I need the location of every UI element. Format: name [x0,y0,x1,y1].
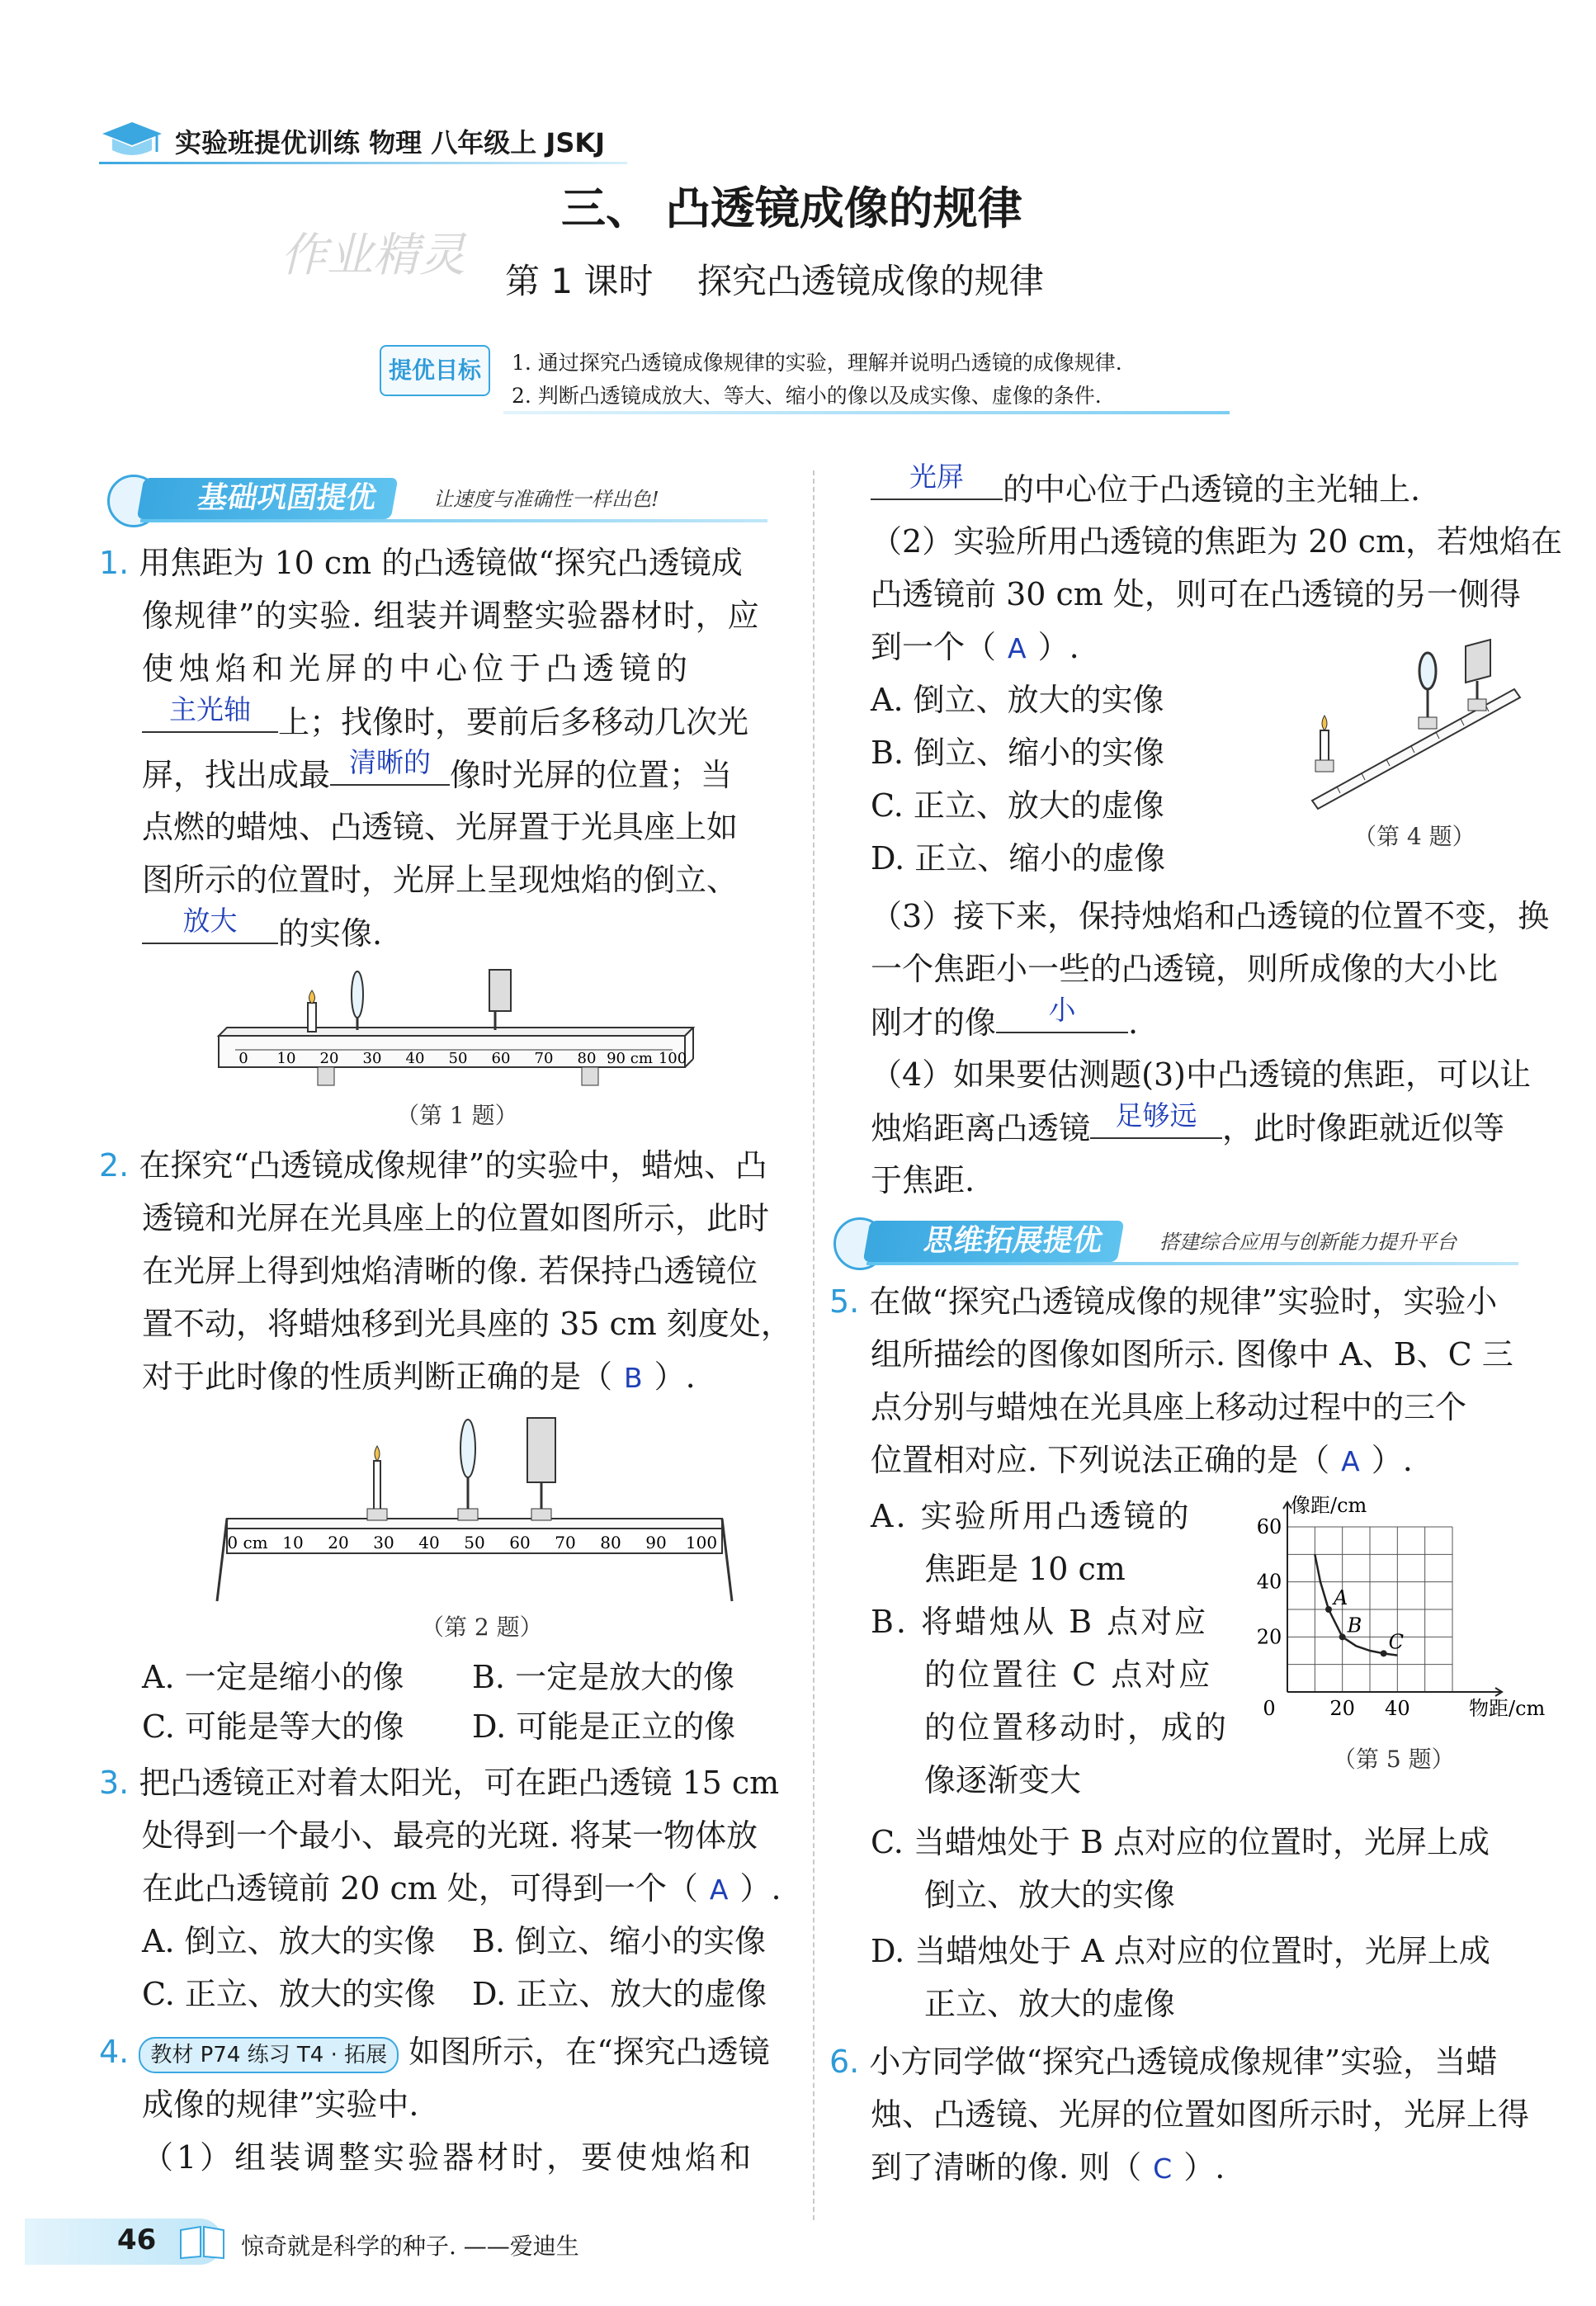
q2-answer: B [624,1362,643,1394]
q3-number: 3. [99,1765,130,1801]
q2-tick-10: 100 [685,1533,718,1552]
q2-number: 2. [99,1147,130,1184]
x-tick-20: 20 [1329,1697,1355,1720]
q3-option-c[interactable]: C. 正立、放大的实像 [142,1976,436,2012]
graduation-cap-icon [99,116,165,165]
section-basic-title: 基础巩固提优 [137,478,399,519]
q4-blank-4[interactable]: 足够远 [1090,1101,1222,1139]
watermark: 作业精灵 [281,229,465,282]
footer [25,2212,767,2270]
section-advanced-subtitle: 搭建综合应用与创新能力提升平台 [1159,1231,1457,1254]
q4-option-a[interactable]: A. 倒立、放大的实像 [871,682,1164,718]
section-advanced-banner [833,1217,1518,1265]
q1-blank-2[interactable]: 清晰的 [330,748,450,786]
x-axis-label: 物距/cm [1469,1697,1546,1720]
goals-label: 提优目标 [380,345,490,396]
q6-number: 6. [829,2044,860,2080]
q2-tick-4: 40 [418,1533,440,1552]
lesson-title: 第 1 课时 探究凸透镜成像的规律 [505,261,1044,301]
q3-answer: A [709,1874,729,1906]
y-tick-60: 60 [1256,1515,1282,1538]
q5-graph [1238,1486,1546,1725]
q4-textbook-tag: 教材 P74 练习 T4 · 拓展 [139,2037,399,2073]
q1-number: 1. [99,545,130,581]
y-axis-label: 像距/cm [1291,1494,1367,1517]
q4-option-d[interactable]: D. 正立、缩小的虚像 [871,840,1166,877]
series-title: 实验班提优训练 物理 八年级上 JSKJ [175,127,606,158]
q2-tick-5: 50 [464,1533,485,1552]
q1-tick-10: 100 [658,1050,687,1067]
q2-caption: （第 2 题） [421,1614,543,1641]
q1-tick-7: 70 [534,1050,554,1067]
q3-option-b[interactable]: B. 倒立、缩小的实像 [472,1923,767,1959]
x-tick-0: 0 [1263,1697,1276,1720]
x-axis [1287,1688,1502,1696]
q4-caption: （第 4 题） [1353,823,1476,850]
header-rule [99,162,627,164]
q4-optical-bench-figure [1304,640,1535,805]
q2-tick-6: 60 [509,1533,531,1552]
q2-tick-1: 10 [282,1533,304,1552]
q1-tick-6: 60 [491,1050,511,1067]
header [99,116,677,165]
q5-answer: A [1341,1445,1360,1477]
point-label-B: B [1347,1614,1362,1637]
q2-option-a[interactable]: A. 一定是缩小的像 [142,1659,404,1695]
point-A [1325,1606,1332,1613]
q2-option-d[interactable]: D. 可能是正立的像 [472,1708,736,1745]
q4-answer-2: A [1008,632,1027,664]
y-tick-40: 40 [1256,1570,1282,1594]
q5-option-c[interactable]: C. 当蜡烛处于 B 点对应的位置时，光屏上成 [871,1824,1490,1860]
q1-caption: （第 1 题） [396,1102,518,1129]
q1-tick-4: 40 [405,1050,425,1067]
q1-blank-3[interactable]: 放大 [142,906,278,944]
q1-tick-5: 50 [448,1050,468,1067]
q2-option-c[interactable]: C. 可能是等大的像 [142,1708,404,1745]
footer-quote: 惊奇就是科学的种子. ——爱迪生 [241,2233,579,2260]
q1-tick-8: 80 [577,1050,597,1067]
q2-tick-7: 70 [555,1533,576,1552]
q1-tick-1: 10 [276,1050,296,1067]
q3-option-a[interactable]: A. 倒立、放大的实像 [142,1923,436,1959]
q2-tick-8: 80 [600,1533,621,1552]
point-label-C: C [1388,1630,1405,1654]
q1-optical-bench-figure [210,957,706,1102]
goal-item-1: 1. 通过探究凸透镜成像规律的实验，理解并说明凸透镜的成像规律. [512,351,1122,375]
q2-tick-0: 0 cm [227,1533,268,1552]
goals-box [380,345,1246,419]
y-axis [1283,1502,1291,1692]
book-icon [177,2222,227,2261]
q2-tick-3: 30 [373,1533,394,1552]
point-B [1339,1633,1346,1640]
q5-number: 5. [829,1283,860,1320]
point-C [1381,1650,1387,1656]
q4-option-c[interactable]: C. 正立、放大的虚像 [871,787,1164,824]
section-advanced-title: 思维拓展提优 [863,1221,1125,1262]
image-distance-curve [1315,1554,1397,1655]
goal-item-2: 2. 判断凸透镜成放大、等大、缩小的像以及成实像、虚像的条件. [512,384,1102,408]
q5-option-d[interactable]: D. 当蜡烛处于 A 点对应的位置时，光屏上成 [871,1933,1490,1969]
q2-option-b[interactable]: B. 一定是放大的像 [472,1659,735,1695]
y-tick-20: 20 [1256,1625,1282,1649]
q4-number: 4. [99,2034,130,2070]
q1-blank-1[interactable]: 主光轴 [142,695,278,733]
q3-option-d[interactable]: D. 正立、放大的虚像 [472,1976,767,2012]
chapter-title: 三、 凸透镜成像的规律 [561,182,1022,234]
q2-tick-9: 90 [645,1533,667,1552]
q1-tick-9: 90 cm [607,1050,653,1067]
q4-blank-3[interactable]: 小 [996,995,1128,1033]
page-number: 46 [117,2223,157,2256]
q6-answer: C [1153,2152,1173,2185]
q1-tick-2: 20 [319,1050,339,1067]
column-divider [813,470,815,2220]
section-basic-subtitle: 让速度与准确性一样出色! [433,488,659,511]
q1-tick-3: 30 [362,1050,382,1067]
q2-tick-2: 20 [328,1533,349,1552]
x-tick-40: 40 [1385,1697,1410,1720]
q4-option-b[interactable]: B. 倒立、缩小的实像 [871,735,1165,771]
q5-option-a[interactable]: A. 实验所用凸透镜的 [871,1498,1192,1534]
q2-optical-bench-figure [210,1411,739,1618]
q5-option-b[interactable]: B. 将蜡烛从 B 点对应 [871,1604,1209,1640]
section-basic-banner [107,475,767,522]
q5-caption: （第 5 题） [1333,1746,1455,1773]
goals-rule [503,411,1230,414]
q1-tick-0: 0 [238,1050,248,1067]
q4-blank-1[interactable]: 光屏 [871,462,1003,500]
point-label-A: A [1334,1586,1348,1609]
